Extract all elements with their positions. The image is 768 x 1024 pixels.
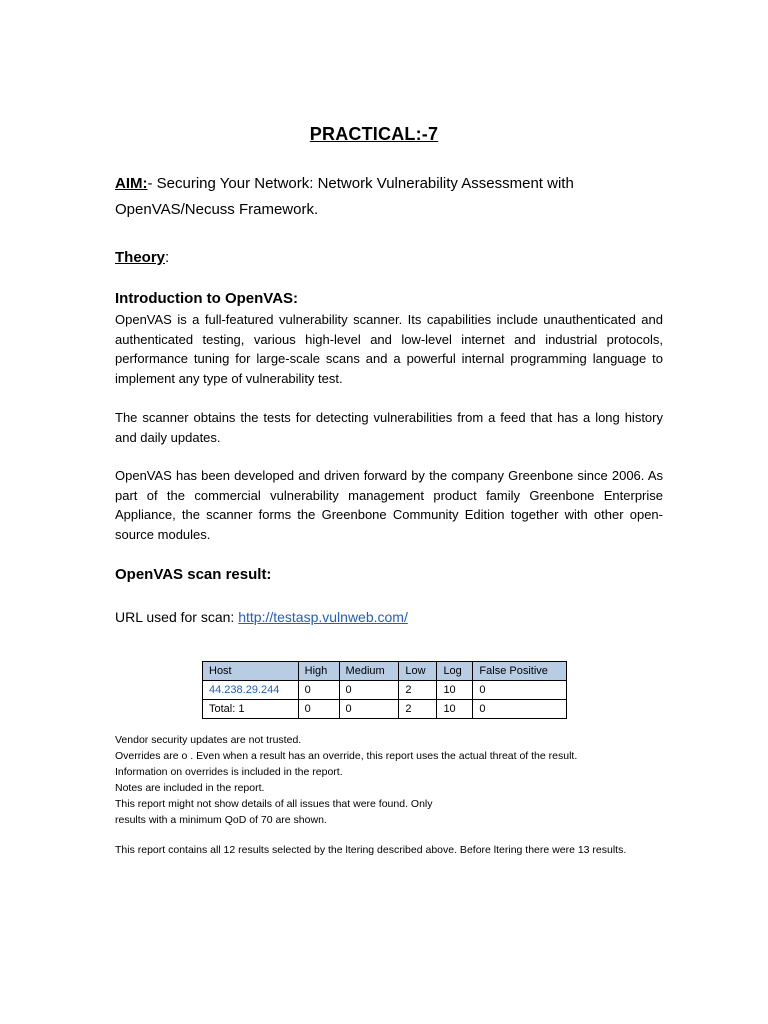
report-summary: This report contains all 12 results selected by the ltering described above. Before ltering there were 13 results. [115, 844, 627, 856]
table-row-total [203, 700, 567, 719]
intro-paragraph-1: OpenVAS is a full-featured vulnerability scanner. Its capabilities include unauthenticated and authenticated testing, various high-level and low-level internet and industrial protocols, performance tuning for large-scale scans and a powerful internal programming language to implement any type of vulnerability test. [115, 312, 663, 386]
aim-text: - Securing Your Network: Network Vulnerability Assessment with OpenVAS/Necuss Framework. [115, 175, 574, 218]
note-line: Overrides are o . Even when a result has an override, this report uses the actual threat of the result. [115, 750, 578, 762]
header-false-positive: False Positive [473, 662, 567, 681]
page-title: PRACTICAL:-7 [309, 124, 439, 144]
cell-medium: 0 [339, 700, 399, 719]
header-medium: Medium [339, 662, 399, 681]
host-link[interactable]: 44.238.29.244 [203, 681, 299, 700]
cell-total: Total: 1 [203, 700, 299, 719]
note-line: Notes are included in the report. [115, 782, 265, 794]
report-notes [115, 732, 675, 828]
cell-high: 0 [298, 681, 339, 700]
note-line: This report might not show details of all issues that were found. Only [115, 798, 433, 810]
header-high: High [298, 662, 339, 681]
header-log: Log [437, 662, 473, 681]
table-header-row [203, 662, 567, 681]
cell-log: 10 [437, 681, 473, 700]
header-host: Host [203, 662, 299, 681]
cell-false-positive: 0 [473, 700, 567, 719]
theory-suffix: : [165, 249, 170, 266]
url-label: URL used for scan: [115, 609, 239, 625]
theory-heading [115, 249, 169, 266]
cell-low: 2 [399, 681, 437, 700]
note-line: Information on overrides is included in the report. [115, 766, 343, 778]
theory-label: Theory [115, 249, 166, 266]
scan-heading: OpenVAS scan result: [115, 566, 272, 583]
cell-log: 10 [437, 700, 473, 719]
aim-section [115, 171, 645, 223]
cell-false-positive: 0 [473, 681, 567, 700]
cell-medium: 0 [339, 681, 399, 700]
table-row [203, 681, 567, 700]
cell-high: 0 [298, 700, 339, 719]
intro-paragraph-2: The scanner obtains the tests for detecting vulnerabilities from a feed that has a long history and daily updates. [115, 410, 663, 445]
note-line: results with a minimum QoD of 70 are shown. [115, 814, 327, 826]
aim-label: AIM: [115, 175, 148, 192]
url-line [115, 609, 408, 625]
note-line: Vendor security updates are not trusted. [115, 734, 302, 746]
header-low: Low [399, 662, 437, 681]
scan-url-link[interactable]: http://testasp.vulnweb.com/ [238, 609, 408, 625]
scan-results-table [202, 661, 567, 719]
cell-low: 2 [399, 700, 437, 719]
intro-paragraph-3: OpenVAS has been developed and driven forward by the company Greenbone since 2006. As part of the commercial vulnerability management product family Greenbone Enterprise Appliance, the scanner forms the Greenbone Community Edition together with other open-source modules. [115, 468, 663, 542]
intro-heading: Introduction to OpenVAS: [115, 290, 299, 307]
